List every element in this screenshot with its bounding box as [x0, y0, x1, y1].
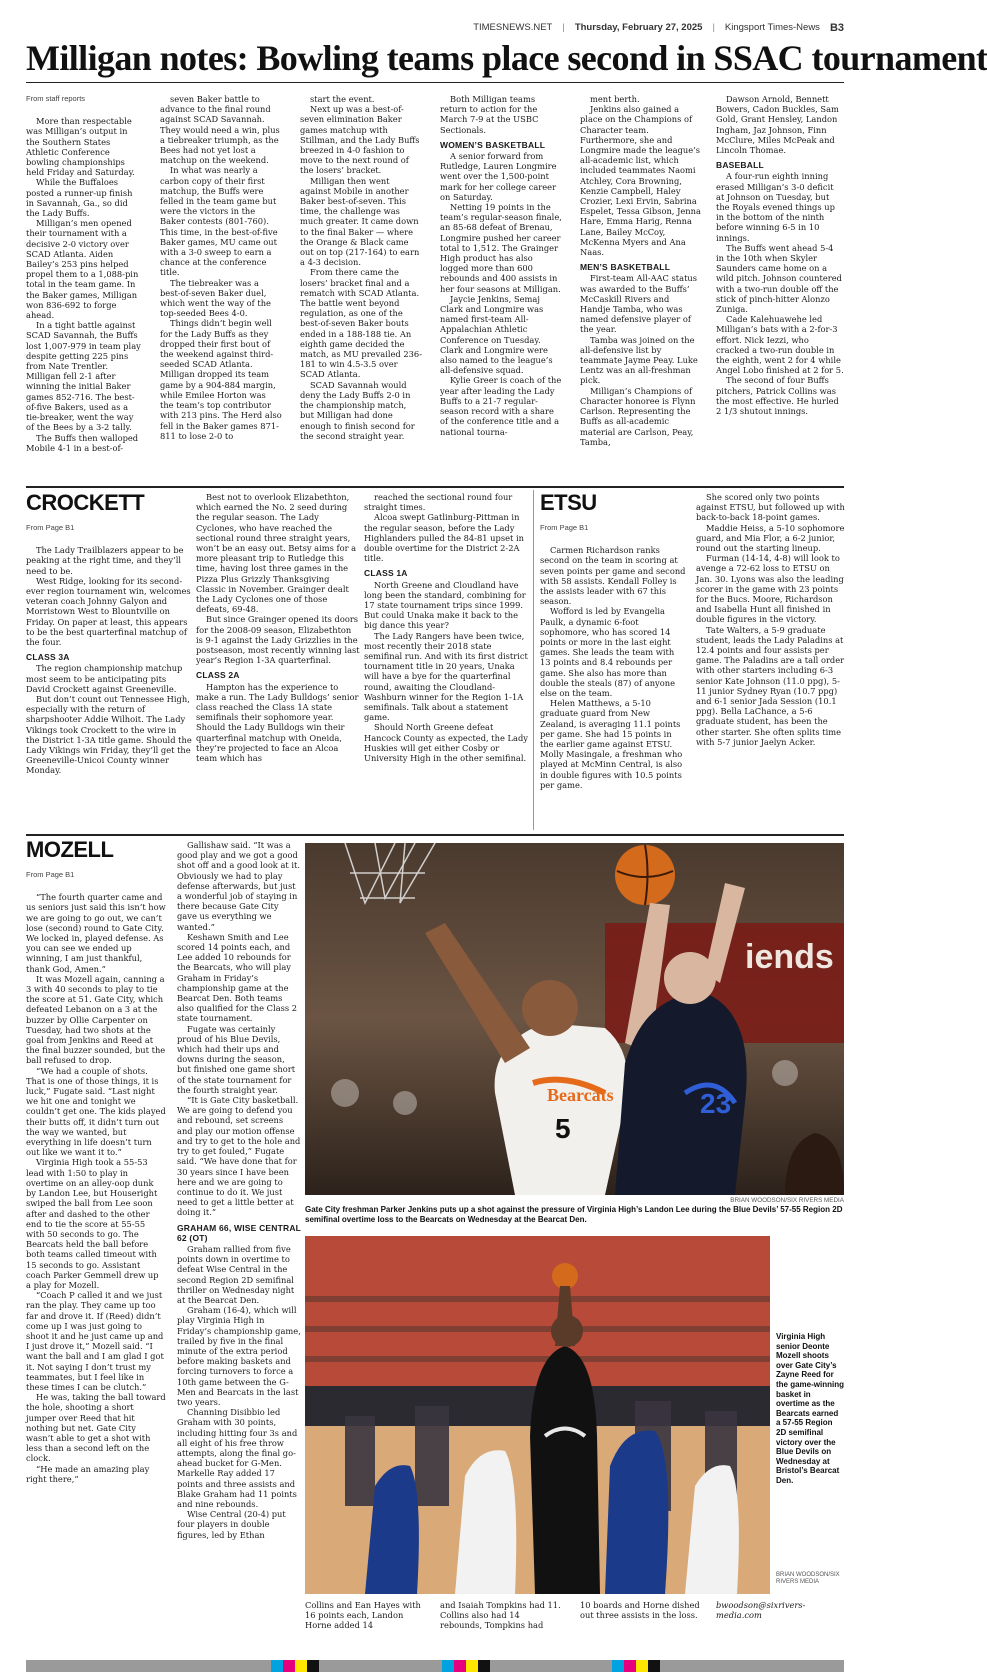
paragraph: The region championship matchup most seem to be anticipating pits David Crockett against Greeneville.	[26, 663, 183, 694]
paragraph: First-team All-AAC status was awarded to the Buffs’ McCaskill Rivers and Handje Tamba, who was named defensive player of the year.	[580, 273, 698, 335]
paragraph: Gallishaw said. “It was a good play and we got a good shot off and a good look at it. Obviously we had to play defense afterwards, but just a wonderful job of staying in there because Gate City gave us everything we wanted.”	[177, 840, 301, 932]
gray-segment	[490, 1660, 551, 1672]
paragraph: Milligan then went against Mobile in another Baker best-of-seven. This time, the challenge was much greater. It came down to the final Baker — where the Orange & Black came out on top (217-164) to earn a 4-3 decision.	[300, 175, 420, 268]
crockett-column-3	[364, 492, 530, 831]
mozell-bottom-col-3: 10 boards and Horne dished out three assists in the loss.	[580, 1600, 700, 1621]
paragraph-list	[196, 492, 360, 665]
color-swatch	[636, 1660, 648, 1672]
separator: |	[712, 22, 715, 33]
color-swatch	[454, 1660, 466, 1672]
paragraph-list	[440, 151, 563, 437]
color-swatch	[612, 1660, 624, 1672]
paragraph: “The fourth quarter came and us seniors just said this isn’t how we are going to go out, we can’t lose (second) round to Gate City. We locked in, played defense. As you can see we ended up winning, I am just thankful, thank God, Amen.”	[26, 892, 166, 974]
paragraph: Wise Central (20-4) put four players in double figures, led by Ethan	[177, 1509, 286, 1540]
paragraph: Best not to overlook Elizabethton, which earned the No. 2 seed during the regular season. The Lady Cyclones, who have reached the sectional round three straight years, won’t be an easy out. Betsy aims for a more pleasant trip to Rutledge this time, having lost three games in the Pizza Plus Grizzly Thanksgiving Classic in November. Grainger dealt the Lady Cyclones one of those defeats, 69-48.	[196, 492, 357, 615]
paragraph: Graham (16-4), which will play Virginia High in Friday’s championship game, trailed by five in the final minute of the extra period before making baskets and forcing turnovers to force a 10th game between the G-Men and Bearcats in the last two years.	[177, 1305, 301, 1407]
arena-banner-text: iends	[745, 938, 834, 976]
paragraph: Kylie Greer is coach of the year after leading the Lady Buffs to a 21-7 regular-season record with a share of the conference title and a national tourna-	[440, 375, 562, 437]
paragraph: Netting 19 points in the team’s regular-season finale, an 85-68 defeat of Brenau, Longmire pushed her career total to 1,512. The Grainger High product has also logged more than 600 rebounds and 400 assists in her four seasons at Milligan.	[440, 202, 562, 294]
mozell-from: From Page B1	[26, 870, 75, 879]
paragraph: Tamba was joined on the all-defensive list by teammate Jayme Peay. Luke Lentz was an all-freshman pick.	[580, 334, 698, 386]
bowling-column-4	[440, 94, 563, 492]
paragraph: Milligan’s Champions of Character honoree is Flynn Carlson. Representing the Buffs as all-academic material are Carlson, Peay, Tamba,	[580, 385, 696, 447]
mozell-bottom-col-1: Collins and Ean Hayes with 16 points each, Landon Horne added 14	[305, 1600, 421, 1631]
jersey-lettering: Bearcats	[547, 1085, 614, 1105]
paragraph: Channing Disibbio led Graham with 30 points, including hitting four 3s and all eight of his free throw attempts, along the final go-ahead bucket for G-Men. Markelle Ray added 17 points and three assists and Blake Graham had 11 points and nine rebounds.	[177, 1407, 298, 1509]
color-swatch	[466, 1660, 478, 1672]
paragraph: But don’t count out Tennessee High, especially with the return of sharpshooter Addie Wilhoit. The Lady Vikings took Crockett to the wire in the District 1-3A title game. Should the Lady Vikings win Friday, they’ll get the Greeneville-Unicoi County winner Monday.	[26, 694, 192, 776]
bowling-column-5	[580, 94, 702, 492]
bowling-column-6	[716, 94, 844, 492]
paragraph-list	[26, 545, 192, 647]
paragraph: Maddie Heiss, a 5-10 sophomore guard, and Mia Flor, a 6-2 junior, round out the starting lineup.	[696, 522, 845, 554]
paragraph-list	[364, 492, 530, 563]
reporter-email[interactable]: bwoodson@sixriversmedia.com	[716, 1600, 806, 1621]
etsu-from: From Page B1	[540, 523, 589, 532]
paragraph: Things didn’t begin well for the Lady Buffs as they dropped their first bout of the weekend against third-seeded SCAD Atlanta. Milligan dropped its team game by a 904-884 margin, while Emilee Horton was the team’s top contributor with 213 pins. The Herd also fell in the Baker games 871-811 to lose 2-0 to	[160, 318, 282, 441]
paragraph: She scored only two points against ETSU, but followed up with back-to-back 18-point games.	[696, 492, 845, 523]
basketball-action-photo	[305, 843, 844, 1195]
paragraph: “It is Gate City basketball. We are going to defend you and rebound, set screens and play our motion offense and try to get to the hole and try to get fouled,” Fugate said. “We have done that for 30 years since I have been here and we are going to continue to do it. We just need to get a little better at doing it.”	[177, 1095, 301, 1218]
gray-segment	[319, 1660, 380, 1672]
paragraph-list	[364, 580, 530, 764]
subhead-graham-wise: GRAHAM 66, WISE CENTRAL 62 (OT)	[177, 1222, 301, 1243]
color-swatch	[648, 1660, 660, 1672]
mozell-title: MOZELL	[26, 837, 114, 862]
photo-mozell-winner	[305, 1236, 770, 1594]
gray-segment	[721, 1660, 782, 1672]
crockett-from: From Page B1	[26, 523, 75, 532]
paragraph: Furman (14-14, 4-8) will look to avenge a 72-62 loss to ETSU on Jan. 30. Lyons was also the leading scorer in the game with 23 points for the Bucs. Moore, Richardson and Isabella Hunt all finished in double figures in the victory.	[696, 553, 844, 625]
color-swatch	[295, 1660, 307, 1672]
site-name[interactable]: TIMESNEWS.NET	[473, 22, 553, 33]
color-swatch	[624, 1660, 636, 1672]
separator: |	[562, 22, 565, 33]
mozell-bottom-col-2: and Isaiah Tompkins had 11. Collins also had 14 rebounds, Tompkins had	[440, 1600, 561, 1631]
gray-segment	[87, 1660, 148, 1672]
paragraph: seven Baker battle to advance to the final round against SCAD Savannah. They would need a win, plus a tiebreaker triumph, as the Bees had not yet lost a matchup on the weekend.	[160, 94, 280, 166]
subhead-mens-basketball: MEN’S BASKETBALL	[580, 262, 671, 273]
gray-segment	[149, 1660, 210, 1672]
color-swatch	[271, 1660, 283, 1672]
paragraph: “He made an amazing play right there,”	[26, 1463, 150, 1484]
paragraph: Keshawn Smith and Lee scored 14 points each, and Lee added 10 rebounds for the Bearcats, who will play Graham in Friday’s championship game at the Bearcat Den. Both teams also qualified for the Class 2 state tournament.	[177, 931, 298, 1024]
color-swatch	[307, 1660, 319, 1672]
paragraph: Jaycie Jenkins, Semaj Clark and Longmire was named first-team All-Appalachian Athletic Conference on Tuesday. Clark and Longmire were also named to the league’s all-defensive squad.	[440, 293, 553, 376]
paragraph: “Coach P called it and we just ran the play. They came up too far and drove it. If (Reed) didn’t come up I was just going to shoot it and he just came up and I just drove it,” Mozell said. “I want the ball and I am glad I got it. Not saying I don’t trust my teammates, but I feel like in these times I can be clutch.”	[26, 1290, 164, 1392]
color-swatch	[283, 1660, 295, 1672]
paragraph-list	[580, 273, 702, 446]
paragraph-list	[26, 116, 143, 453]
paragraph: The second of four Buffs pitchers, Patrick Collins was the most effective. He hurled 2 1/3 shutout innings.	[716, 375, 839, 417]
paragraph: SCAD Savannah would deny the Lady Buffs 2-0 in the championship match, but Milligan had done enough to finish second for the second straight year.	[300, 379, 415, 441]
paragraph: A four-run eighth inning erased Milligan’s 3-0 deficit at Johnson on Tuesday, but the Royals evened things up in the bottom of the ninth before winning 6-5 in 10 innings.	[716, 171, 835, 243]
paragraph: Tate Walters, a 5-9 graduate student, leads the Lady Paladins at 12.4 points and four assists per game. The Paladins are a tall order with other starters including 6-3 senior Kate Johnson (11.0 ppg), 5-11 junior Sydney Ryan (10.7 ppg) and 6-1 senior Jada Session (10.1 ppg). Bella LaChance, a 5-6 graduate student, has been the other starter. She often splits time with 5-7 junior Jaelyn Acker.	[696, 624, 845, 747]
jersey-number: 23	[700, 1088, 732, 1119]
paragraph-list	[196, 682, 360, 764]
paragraph: Alcoa swept Gatlinburg-Pittman in the regular season, before the Lady Highlanders pulled the 84-81 upset in double overtime for the District 2-2A title.	[364, 512, 524, 564]
issue-date: Thursday, February 27, 2025	[574, 22, 703, 33]
photo-credit: BRIAN WOODSON/SIX RIVERS MEDIA	[776, 1572, 840, 1585]
etsu-column-2	[696, 492, 846, 831]
paragraph: “We had a couple of shots. That is one of those things, it is luck,” Fugate said. “Last night we hit one and tonight we couldn’t get one. The kids played their butts off, it didn’t turn out the way we wanted, but everything in life doesn’t turn out like we want it to.”	[26, 1065, 166, 1158]
paragraph: Helen Matthews, a 5-10 graduate guard from New Zealand, is averaging 11.1 points per game. She had 15 points in the earlier game against ETSU. Molly Masingale, a freshman who played at McMinn Central, is also in double figures with 10.5 points per game.	[540, 698, 683, 790]
bowling-column-1	[26, 94, 143, 492]
paragraph: Graham rallied from five points down in overtime to defeat Wise Central in the second Region 2D semifinal thriller on Wednesday night at the Bearcat Den.	[177, 1243, 295, 1305]
paragraph: ment berth.	[590, 94, 640, 104]
paragraph-list	[177, 840, 301, 1218]
paragraph: Virginia High took a 55-53 lead with 1:50 to play in overtime on an alley-oop dunk by Landon Lee, but Houseright swiped the ball from Lee soon after and dashed to the other end to tie the score at 55-55 with 50 seconds to go. The Bearcats held the ball before both teams called timeout with 15 seconds to go. Assistant coach Parker Gemmell drew up a play for Mozell.	[26, 1157, 159, 1290]
print-registration-bar	[26, 1660, 844, 1672]
paragraph: The Lady Rangers have been twice, most recently their 2018 state semifinal run. And with its first district tournament title in 20 years, Unaka will have a bye for the quarterfinal round, awaiting the Cloudland-Washburn winner for the Region 1-1A semifinals. Talk about a statement game.	[364, 630, 528, 723]
photo-credit: BRIAN WOODSON/SIX RIVERS MEDIA	[730, 1197, 844, 1204]
subhead-baseball: BASEBALL	[716, 160, 764, 171]
paragraph: Fugate was certainly proud of his Blue Devils, which had their ups and downs during the season, but finished one game short of the state tournament for the fourth straight year.	[177, 1023, 296, 1095]
paragraph: West Ridge, looking for its second-ever region tournament win, welcomes veteran coach Johnny Galyon and Morristown West to Blountville on Friday. On paper at least, this appears to be the best quarterfinal matchup of the four.	[26, 575, 191, 648]
paragraph: From there came the losers’ bracket final and a rematch with SCAD Atlanta. The battle went beyond regulation, as one of the best-of-seven Baker bouts ended in a 188-188 tie. An eighth game decided the match, as MU prevailed 236-181 to win 4.5-3.5 over SCAD Atlanta.	[300, 267, 423, 380]
paragraph-list	[716, 94, 844, 155]
paragraph-list	[160, 94, 282, 441]
crockett-title: CROCKETT	[26, 490, 145, 515]
paragraph: Carmen Richardson ranks second on the team in scoring at seven points per game and second with 58 assists. Kendall Folley is the assists leader with 67 this season.	[540, 545, 686, 607]
paragraph-list	[177, 1244, 301, 1540]
paragraph: The Buffs then walloped Mobile 4-1 in a best-of-	[26, 432, 139, 453]
etsu-title: ETSU	[540, 490, 597, 515]
gray-segment	[380, 1660, 441, 1672]
paragraph: He was, taking the ball toward the hole, shooting a short jumper over Reed that hit nothing but net. Gate City wasn’t able to get a shot with less than a second left on the clock.	[26, 1392, 166, 1464]
subhead-class-2a: CLASS 2A	[196, 670, 240, 681]
paragraph-list	[26, 663, 192, 775]
paragraph: While the Buffaloes posted a runner-up finish in Savannah, Ga., so did the Lady Buffs.	[26, 177, 133, 219]
byline: From staff reports	[26, 94, 86, 103]
paragraph: start the event.	[310, 94, 375, 104]
subhead-womens-basketball: WOMEN’S BASKETBALL	[440, 139, 546, 150]
crockett-column-2	[196, 492, 360, 831]
mozell-column-2	[177, 840, 301, 1645]
paragraph: The tiebreaker was a best-of-seven Baker duel, which went the way of the top-seeded Bees 4-0.	[160, 277, 271, 319]
subhead-class-3a: CLASS 3A	[26, 652, 70, 663]
paragraph: In a tight battle against SCAD Savannah, the Buffs lost 1,007-979 in team play despite getting 225 pins from Nate Trentler. Milligan fell 2-1 after winning the initial Baker games 852-716. The best-of-five Bakers, used as a tie-breaker, went the way of the Bees by a 3-2 tally.	[26, 320, 141, 433]
gray-segment	[783, 1660, 844, 1672]
paragraph: It was Mozell again, canning a 3 with 40 seconds to play to tie the score at 51. Gate City, which defeated Lebanon on a 3 at the buzzer by Ollie Carpenter on Tuesday, had two shots at the goal from Jenkins and Reed at the final buzzer sounded, but the ball refused to drop.	[26, 973, 166, 1066]
paragraph: Jenkins also gained a place on the Champions of Character team. Furthermore, she and Longmire made the league’s all-academic list, which included teammates Naomi Atchley, Cora Browning, Kenzie Campbell, Haley Crozier, Lexi Ervin, Sabrina Espelet, Tessa Gibson, Jenna Hare, Emma Harig, Renna Lane, Bailey McCoy, McKenna Myers and Ana Naas.	[580, 104, 701, 258]
paragraph: North Greene and Cloudland have long been the standard, combining for 17 state tournament trips since 1999. But could Unaka make it back to the big dance this year?	[364, 579, 526, 631]
gray-segment	[660, 1660, 721, 1672]
paragraph: Dawson Arnold, Bennett Bowers, Cadon Buckles, Sam Gold, Grant Hensley, Landon Ingham, Jaz Johnson, Finn McClure, Miles McPeak and Lincoln Thomae.	[716, 94, 839, 156]
page-header	[26, 22, 844, 34]
game-winning-shot-photo	[305, 1236, 770, 1594]
paragraph-list	[696, 492, 846, 747]
paragraph: In what was nearly a carbon copy of their first matchup, the Buffs were felled in the team game but were the victors in the Baker contests (801-760). This time, in the best-of-five Baker games, MU came out with a 3-0 sweep to earn a chance at the conference title.	[160, 165, 278, 278]
mozell-column-1	[26, 870, 166, 1645]
bowling-column-2	[160, 94, 282, 492]
photo-caption: Gate City freshman Parker Jenkins puts up a shot against the pressure of Virginia High’s Landon Lee during the Blue Devils’ 57-55 Region 2D semifinal overtime loss to the Bearcats on Wednesday at the Bearcat Den.	[305, 1205, 843, 1224]
paragraph: Should North Greene defeat Hancock County as expected, the Lady Huskies will get either Cosby or University High in the other semifinal.	[364, 722, 528, 764]
section-divider	[26, 834, 844, 836]
paragraph-list	[716, 171, 844, 416]
color-swatch	[442, 1660, 454, 1672]
jersey-number: 5	[555, 1113, 571, 1144]
paragraph: reached the sectional round four straight times.	[364, 492, 513, 513]
gray-segment	[551, 1660, 612, 1672]
paragraph: Wofford is led by Evangelia Paulk, a dynamic 6-foot sophomore, who has scored 14 points or more in the last eight games. She leads the team with 13 points and 8.4 rebounds per game. She also has more than double the steals (87) of anyone else on the team.	[540, 606, 675, 699]
etsu-column-1	[540, 523, 686, 831]
paragraph: A senior forward from Rutledge, Lauren Longmire went over the 1,500-point mark for her college career on Saturday.	[440, 151, 557, 202]
photo-caption: Virginia High senior Deonte Mozell shoots over Gate City’s Zayne Reed for the game-winning basket in overtime as the Bearcats earned a 57-55 Region 2D semifinal victory over the Blue Devils on Wednesday at Bristol’s Bearcat Den.	[776, 1332, 844, 1485]
paper-name: Kingsport Times-News	[724, 22, 820, 33]
bowling-column-3	[300, 94, 422, 492]
paragraph: Next up was a best-of-seven elimination Baker games matchup with Stillman, and the Lady Buffs breezed in 4-0 fashion to move to the next round of the losers’ bracket.	[300, 104, 420, 176]
paragraph: The Buffs went ahead 5-4 in the 10th when Skyler Saunders came home on a wild pitch. Johnson countered with a two-run double off the stick of pinch-hitter Alonzo Zuniga.	[716, 242, 842, 315]
paragraph-list	[440, 94, 563, 135]
gray-segment	[26, 1660, 87, 1672]
paragraph-list	[540, 545, 686, 790]
photo-gate-city-jenkins	[305, 843, 844, 1195]
paragraph-list	[26, 892, 166, 1484]
section-divider	[26, 486, 844, 488]
crockett-column-1	[26, 523, 192, 831]
color-swatch	[478, 1660, 490, 1672]
paragraph-list	[580, 94, 702, 257]
subhead-class-1a: CLASS 1A	[364, 568, 408, 579]
paragraph-list	[300, 94, 422, 441]
main-headline: Milligan notes: Bowling teams place second in SSAC tournament	[26, 38, 844, 83]
paragraph: Hampton has the experience to make a run. The Lady Bulldogs’ senior class reached the Class 1A state semifinals their sophomore year. Should the Lady Bulldogs win their quarterfinal matchup with Oneida, they’re projected to face an Alcoa team which has	[196, 681, 359, 764]
paragraph: Cade Kalehuawehe led Milligan’s bats with a 2-for-3 effort. Nick Iezzi, who cracked a two-run double in the eighth, went 2 for 4 while Angel Lobo finished at 2 for 5.	[716, 314, 844, 376]
paragraph: More than respectable was Milligan’s output in the Southern States Athletic Conference bowling championships held Friday and Saturday.	[26, 116, 135, 178]
paragraph: The Lady Trailblazers appear to be peaking at the right time, and they’ll need to be.	[26, 545, 184, 576]
gray-segment	[210, 1660, 271, 1672]
paragraph: Both Milligan teams return to action for the March 7-9 at the USBC Sectionals.	[440, 94, 539, 135]
page-number: B3	[829, 22, 844, 34]
paragraph: But since Grainger opened its doors for the 2008-09 season, Elizabethton is 9-1 against the Lady Grizzlies in the postseason, most recently winning last year’s Region 1-3A quarterfinal.	[196, 614, 360, 666]
column-divider	[533, 490, 534, 830]
paragraph: Milligan’s men opened their tournament with a decisive 2-0 victory over SCAD Atlanta. Aiden Bailey’s 253 pins helped propel them to a 1,088-pin total in the team game. In the Baker games, Milligan won 836-692 to forge ahead.	[26, 218, 139, 321]
